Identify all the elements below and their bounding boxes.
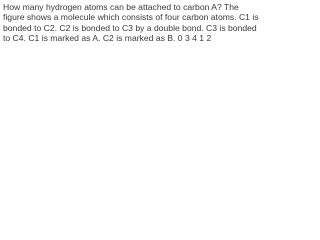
question-text: How many hydrogen atoms can be attached to carbon A? The figure shows a molecule which consists of four carbon atoms. C1 is bonded to C2. C2 is bonded to C3 by a double bond. C3 is bonded to C4. C1 is marked as A. C2 is marked as B. 0 3 4 1 2 (3, 2, 259, 44)
question-card (0, 0, 262, 59)
